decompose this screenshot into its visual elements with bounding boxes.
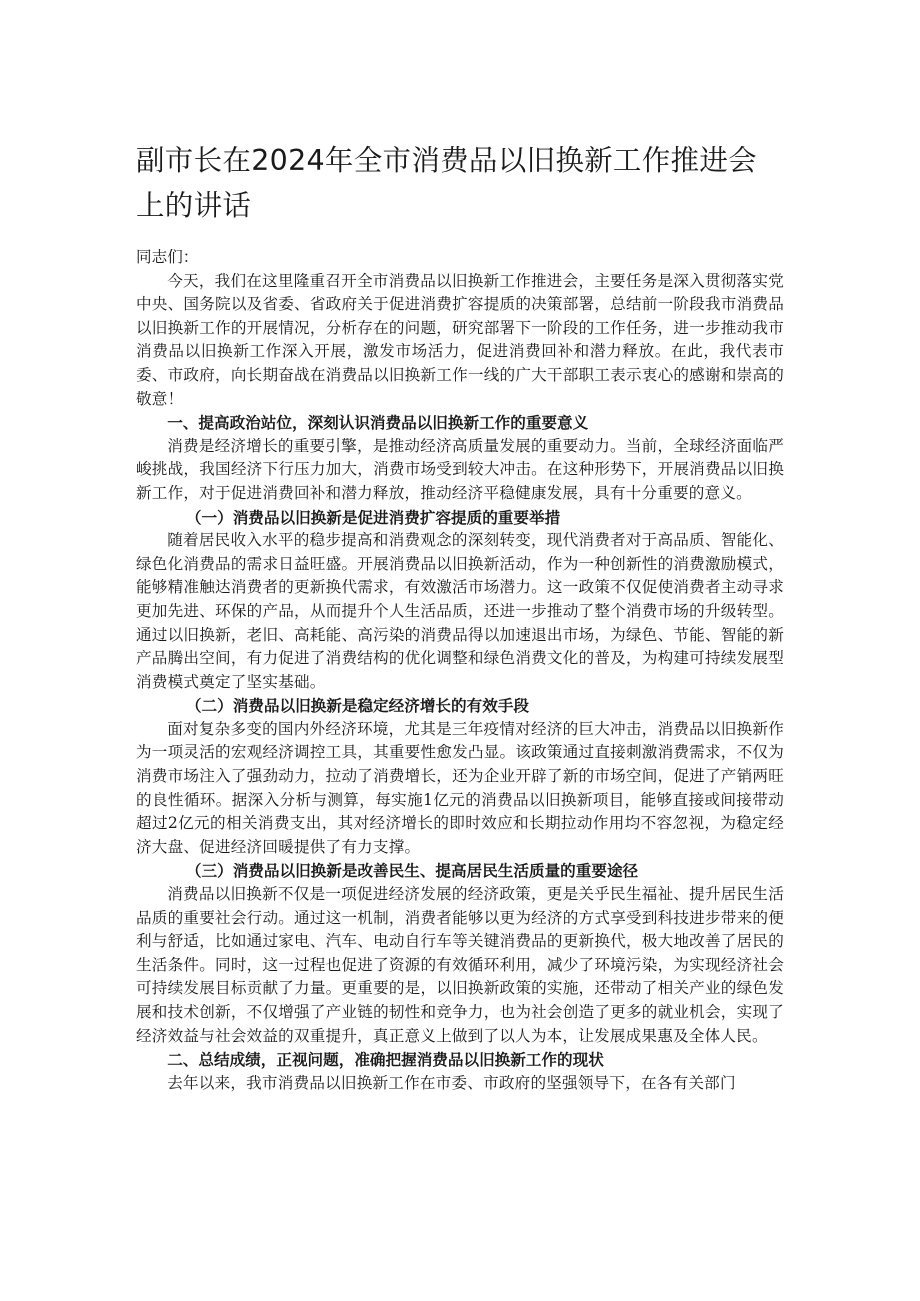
subsection-2-heading: （二）消费品以旧换新是稳定经济增长的有效手段 xyxy=(185,696,529,716)
section-2-paragraph: 去年以来，我市消费品以旧换新工作在市委、市政府的坚强领导下，在各有关部门 xyxy=(167,1073,736,1092)
section-2-heading: 二、总结成绩，正视问题，准确把握消费品以旧换新工作的现状 xyxy=(167,1050,604,1070)
subsection-3-paragraph: 消费品以旧换新不仅是一项促进经济发展的经济政策，更是关乎民生福祉、提升居民生活品质的重要社会行动。通过这一机制，消费者能够以更为经济的方式享受到科技进步带来的便利与舒适，比如通过家电、汽车、电动自行车等关键消费品的更新换代，极大地改善了居民的生活条件。同时，这一过程也促进了资源的有效循环利用，减少了环境污染，为实现经济社会可持续发展目标贡献了力量。更重要的是，以旧换新政策的实施，还带动了相关产业的绿色发展和技术创新，不仅增强了产业链的韧性和竞争力，也为社会创造了更多的就业机会，实现了经济效益与社会效益的双重提升，真正意义上做到了以人为本，让发展成果惠及全体人民。 xyxy=(136,885,784,1045)
document-title: 副市长在2024年全市消费品以旧换新工作推进会上的讲话 xyxy=(136,144,757,222)
section-1-heading: 一、提高政治站位，深刻认识消费品以旧换新工作的重要意义 xyxy=(167,413,589,433)
section-1-paragraph: 消费是经济增长的重要引擎，是推动经济高质量发展的重要动力。当前，全球经济面临严峻挑战，我国经济下行压力加大，消费市场受到较大冲击。在这种形势下，开展消费品以旧换新工作，对于促进消费回补和潜力释放，推动经济平稳健康发展，具有十分重要的意义。 xyxy=(136,436,784,502)
salutation: 同志们： xyxy=(136,248,199,266)
subsection-1-heading: （一）消费品以旧换新是促进消费扩容提质的重要举措 xyxy=(185,507,561,527)
document-page xyxy=(136,138,784,1095)
subsection-3-heading: （三）消费品以旧换新是改善民生、提高居民生活质量的重要途径 xyxy=(185,861,639,881)
intro-paragraph: 今天，我们在这里隆重召开全市消费品以旧换新工作推进会，主要任务是深入贯彻落实党中央、国务院以及省委、省政府关于促进消费扩容提质的决策部署，总结前一阶段我市消费品以旧换新工作的开展情况，分析存在的问题，研究部署下一阶段的工作任务，进一步推动我市消费品以旧换新工作深入开展，激发市场活力，促进消费回补和潜力释放。在此，我代表市委、市政府，向长期奋战在消费品以旧换新工作一线的广大干部职工表示衷心的感谢和崇高的敬意！ xyxy=(136,271,784,408)
subsection-1-paragraph: 随着居民收入水平的稳步提高和消费观念的深刻转变，现代消费者对于高品质、智能化、绿色化消费品的需求日益旺盛。开展消费品以旧换新活动，作为一种创新性的消费激励模式，能够精准触达消费者的更新换代需求，有效激活市场潜力。这一政策不仅促使消费者主动寻求更加先进、环保的产品，从而提升个人生活品质，还进一步推动了整个消费市场的升级转型。通过以旧换新，老旧、高耗能、高污染的消费品得以加速退出市场，为绿色、节能、智能的新产品腾出空间，有力促进了消费结构的优化调整和绿色消费文化的普及，为构建可持续发展型消费模式奠定了坚实基础。 xyxy=(136,531,784,691)
subsection-2-paragraph: 面对复杂多变的国内外经济环境，尤其是三年疫情对经济的巨大冲击，消费品以旧换新作为一项灵活的宏观经济调控工具，其重要性愈发凸显。该政策通过直接刺激消费需求，不仅为消费市场注入了强劲动力，拉动了消费增长，还为企业开辟了新的市场空间，促进了产销两旺的良性循环。据深入分析与测算，每实施1亿元的消费品以旧换新项目，能够直接或间接带动超过2亿元的相关消费支出，其对经济增长的即时效应和长期拉动作用均不容忽视，为稳定经济大盘、促进经济回暖提供了有力支撑。 xyxy=(136,719,784,856)
